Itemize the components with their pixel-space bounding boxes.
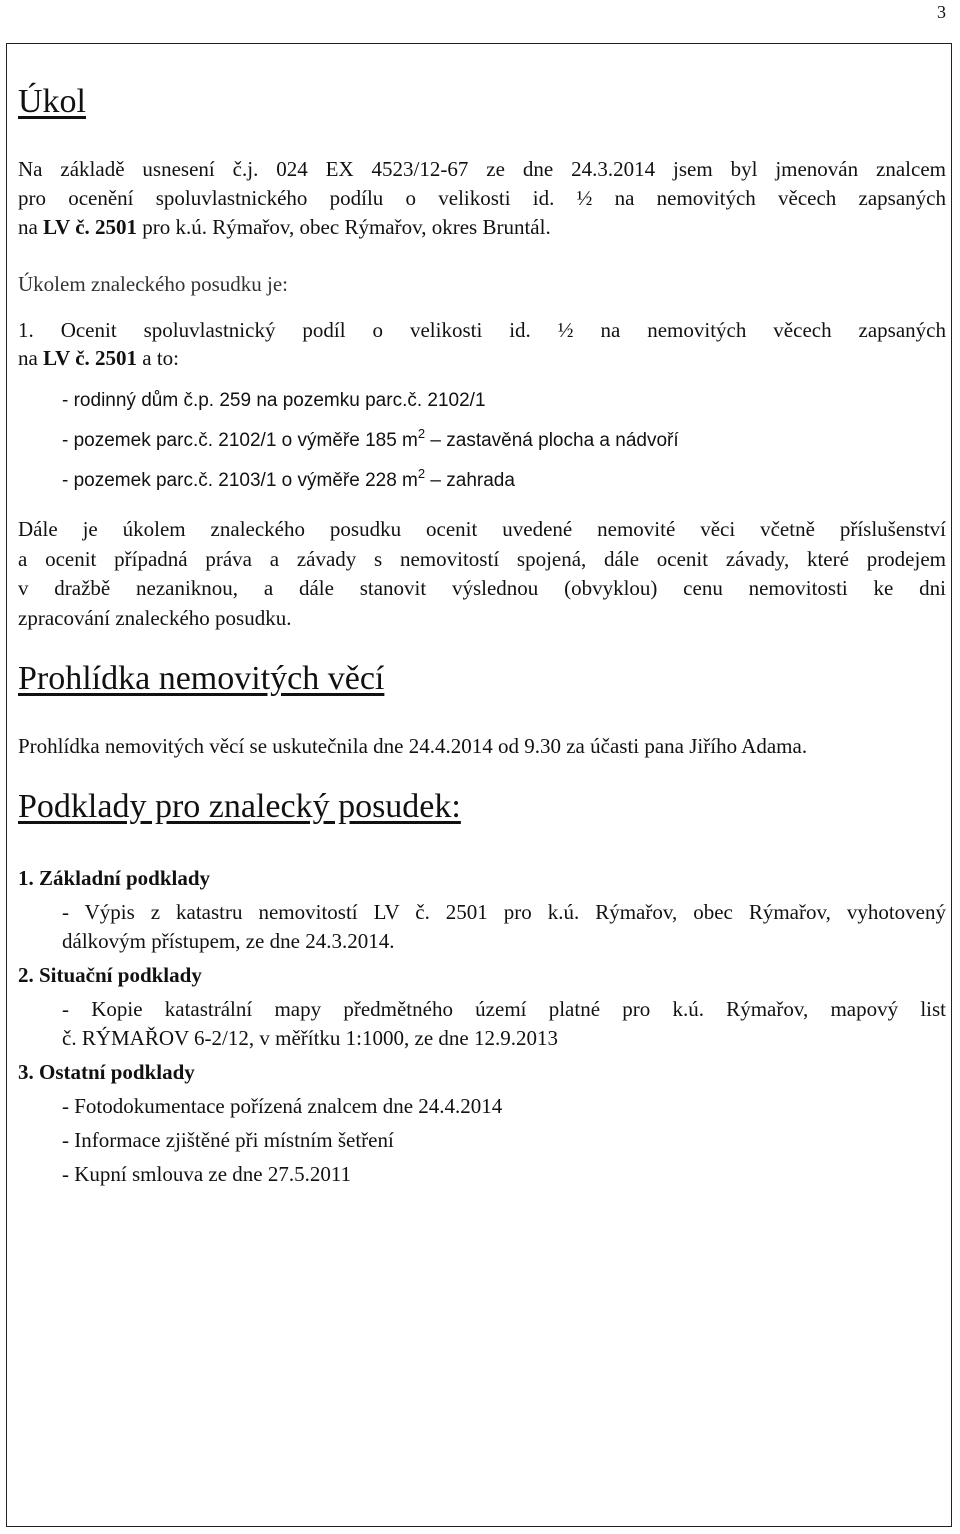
section-title-prohlidka: Prohlídka nemovitých věcí <box>18 660 385 697</box>
property-item-3-text: - pozemek parc.č. 2103/1 o výměře 228 m <box>62 470 418 491</box>
podklady-group-3-heading: 3. Ostatní podklady <box>18 1060 195 1084</box>
task-heading: Úkolem znaleckého posudku je: <box>18 272 289 296</box>
property-item-1: - rodinný dům č.p. 259 na pozemku parc.č. 2102/1 <box>62 390 486 411</box>
intro-line-3 <box>18 215 551 240</box>
property-item-2 <box>62 426 679 452</box>
intro-line-2: pro ocenění spoluvlastnického podílu o velikosti id. ½ na nemovitých věcech zapsaných <box>18 186 946 210</box>
property-item-3-after: – zahrada <box>425 470 515 491</box>
property-item-3 <box>62 466 515 492</box>
page-number: 3 <box>937 2 946 22</box>
further-line-1: Dále je úkolem znaleckého posudku ocenit uvedené nemovité věci včetně příslušenství <box>18 517 946 541</box>
section-title-ukol: Úkol <box>18 83 86 120</box>
task-item-1-lv: LV č. 2501 <box>43 346 138 370</box>
podklady-group-3-line-1: - Fotodokumentace pořízená znalcem dne 24.4.2014 <box>62 1094 503 1118</box>
intro-line-3-suffix: pro k.ú. Rýmařov, obec Rýmařov, okres Bruntál. <box>137 215 551 239</box>
property-item-2-text: - pozemek parc.č. 2102/1 o výměře 185 m <box>62 430 418 451</box>
intro-line-3-lv: LV č. 2501 <box>43 215 138 239</box>
task-item-1-line-2 <box>18 346 179 371</box>
further-line-3: v dražbě nezaniknou, a dále stanovit výslednou (obvyklou) cenu nemovitosti ke dni <box>18 576 946 600</box>
prohlidka-text: Prohlídka nemovitých věcí se uskutečnila dne 24.4.2014 od 9.30 za účasti pana Jiřího Adama. <box>18 734 808 758</box>
property-item-2-after: – zastavěná plocha a nádvoří <box>425 430 679 451</box>
further-line-4: zpracování znaleckého posudku. <box>18 606 292 630</box>
podklady-group-2-heading: 2. Situační podklady <box>18 963 202 987</box>
podklady-group-2-line-1: - Kopie katastrální mapy předmětného území platné pro k.ú. Rýmařov, mapový list <box>62 997 946 1021</box>
intro-line-3-prefix: na <box>18 215 44 239</box>
task-item-1-line-1: 1. Ocenit spoluvlastnický podíl o velikosti id. ½ na nemovitých věcech zapsaných <box>18 318 946 342</box>
section-title-podklady: Podklady pro znalecký posudek: <box>18 788 461 825</box>
property-item-3-sup: 2 <box>417 466 426 481</box>
podklady-group-3-line-2: - Informace zjištěné při místním šetření <box>62 1128 394 1152</box>
podklady-group-2-line-2: č. RÝMAŘOV 6-2/12, v měřítku 1:1000, ze dne 12.9.2013 <box>62 1026 558 1050</box>
task-item-1-prefix: na <box>18 346 44 370</box>
task-item-1-suffix: a to: <box>137 346 180 370</box>
page-frame <box>6 43 952 1527</box>
podklady-group-3-line-3: - Kupní smlouva ze dne 27.5.2011 <box>62 1162 352 1186</box>
podklady-group-1-line-1: - Výpis z katastru nemovitostí LV č. 2501 pro k.ú. Rýmařov, obec Rýmařov, vyhotovený <box>62 900 946 924</box>
podklady-group-1-heading: 1. Základní podklady <box>18 866 211 890</box>
intro-line-1: Na základě usnesení č.j. 024 EX 4523/12-67 ze dne 24.3.2014 jsem byl jmenován znalcem <box>18 157 946 181</box>
property-item-2-sup: 2 <box>417 426 426 441</box>
further-line-2: a ocenit případná práva a závady s nemovitostí spojená, dále ocenit závady, které prodejem <box>18 547 946 571</box>
podklady-group-1-line-2: dálkovým přístupem, ze dne 24.3.2014. <box>62 929 395 953</box>
